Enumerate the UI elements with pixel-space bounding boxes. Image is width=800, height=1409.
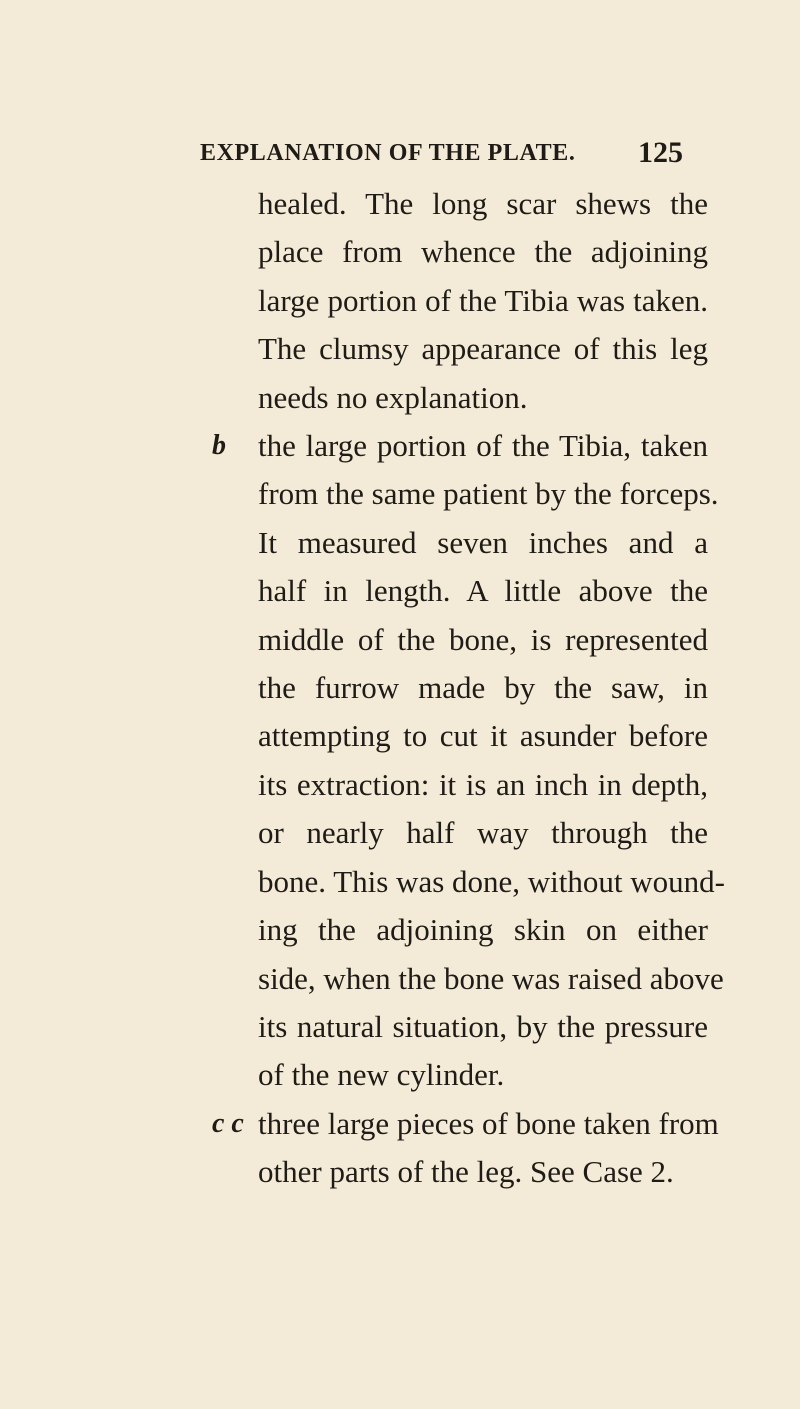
figure-marker-cc: c c [212, 1107, 244, 1139]
text-line: from the same patient by the forceps. [258, 476, 719, 512]
text-line-with-marker [212, 1100, 719, 1148]
text-line-content: the large portion of the Tibia, taken [258, 428, 708, 464]
text-line: attempting to cut it asunder before [258, 718, 708, 754]
text-line: middle of the bone, is represented [258, 621, 708, 657]
text-line: its extraction: it is an inch in depth, [258, 766, 708, 802]
text-line: side, when the bone was raised above [258, 960, 724, 996]
page-number: 125 [638, 136, 683, 169]
text-line: place from whence the adjoining [258, 234, 708, 270]
text-line: its natural situation, by the pressure [258, 1008, 708, 1044]
text-line-content: three large pieces of bone taken from [258, 1105, 719, 1141]
page-body [212, 180, 725, 1197]
figure-marker-b: b [212, 430, 226, 462]
text-line: large portion of the Tibia was taken. [258, 282, 708, 318]
text-line: half in length. A little above the [258, 573, 708, 609]
running-title: EXPLANATION OF THE PLATE. [200, 140, 576, 166]
page-header [200, 136, 683, 174]
text-line: ing the adjoining skin on either [258, 912, 708, 948]
text-line-with-marker [212, 422, 708, 470]
text-line: or nearly half way through the [258, 815, 708, 851]
text-line: It measured seven inches and a [258, 524, 708, 560]
text-line: bone. This was done, without wound- [258, 863, 725, 899]
text-line: the furrow made by the saw, in [258, 670, 708, 706]
text-line: healed. The long scar shews the [258, 186, 708, 221]
text-line: needs no explanation. [258, 379, 528, 415]
text-line: other parts of the leg. See Case 2. [258, 1154, 674, 1190]
text-line: of the new cylinder. [258, 1057, 505, 1093]
text-line: The clumsy appearance of this leg [258, 331, 708, 367]
